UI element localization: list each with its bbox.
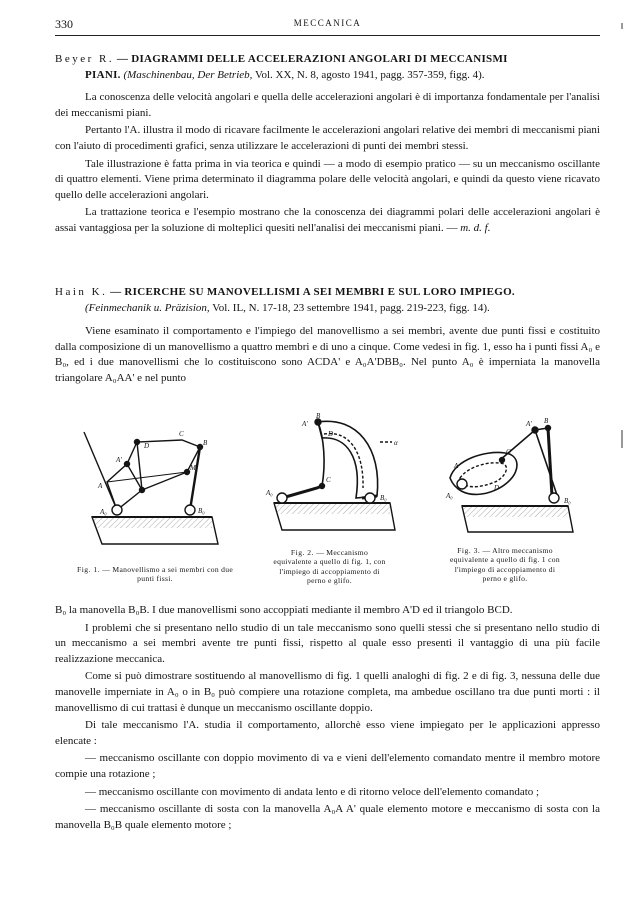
article-source-details: Vol. XX, N. 8, agosto 1941, pagg. 357-359, figg. 4). bbox=[254, 68, 485, 81]
list-item: — meccanismo oscillante di sosta con la manovella A₀A A' quale elemento motore e meccanismo di sosta con la manovella B₀B quale elemento motore ; bbox=[55, 803, 600, 831]
crank-a0 bbox=[282, 486, 322, 498]
figure-number: Fig. 1. bbox=[76, 565, 101, 574]
header-rule bbox=[55, 35, 600, 36]
pivot-b0 bbox=[549, 493, 559, 503]
figure-1-caption bbox=[70, 565, 240, 584]
figure-2-caption bbox=[272, 548, 387, 586]
body-paragraph: I problemi che si presentano nello studio di un tale meccanismo sono quelli stessi che si presentano nello studio di un meccanismo a sei membri avente tre punti fissi, rispetto al quale esso presenti il vantaggio di una più facile realizzazione meccanica. bbox=[55, 621, 600, 665]
figure-number: Fig. 2. bbox=[290, 548, 314, 557]
crank-link bbox=[318, 422, 324, 486]
label-b: B bbox=[203, 439, 208, 447]
rocker-link bbox=[84, 432, 117, 510]
article-source-journal: (Maschinenbau, Der Betrieb, bbox=[123, 68, 253, 81]
body-paragraph: Tale illustrazione è fatta prima in via teorica e quindi — a modo di esempio pratico — su un meccanismo oscillante di quattro elementi. Viene prima determinato il diagramma polare delle velocità angolari, e quindi da questo viene ricavato quello delle accelerazioni angolari. bbox=[55, 157, 600, 201]
article-title: — RICERCHE SU MANOVELLISMI A SEI MEMBRI E SUL LORO IMPIEGO. bbox=[110, 286, 515, 298]
list-item: — meccanismo oscillante con doppio movimento di va e vieni dell'elemento comandato mentre il membro motore compie una rotazione ; bbox=[55, 752, 600, 780]
label-b0: B₀ bbox=[198, 507, 205, 515]
pivot-a0 bbox=[112, 505, 122, 515]
label-a-prime: A' bbox=[302, 420, 308, 428]
figure-3 bbox=[440, 408, 590, 543]
body-paragraph: Viene esaminato il comportamento e l'impiego del manovellismo a sei membri, avente due punti fissi e costituito dalla composizione di un manovellismo a quattro membri e di uno a cinque. Come vedesi in fig. 1, esso ha i punti fissi A₀ e B₀, ed i due manovellismi che lo costituiscono sono ACDA' e A₀A'DBB₀. Nel punto A₀ è imperniata la manovella triangolare A₀AA' e nel punto bbox=[55, 325, 600, 384]
label-a-prime: A' bbox=[116, 456, 122, 464]
article-title-continued: PIANI. bbox=[85, 68, 121, 81]
body-paragraph-text: La trattazione teorica e l'esempio mostrano che la conoscenza dei diagrammi polari delle accelerazioni angolari è assai vantaggiosa per la soluzione di molteplici quesiti nell'analisi dei meccanismi piani. — bbox=[55, 206, 600, 234]
figure-number: Fig. 3. bbox=[457, 546, 481, 555]
figure-1 bbox=[72, 412, 232, 562]
crank-b0 bbox=[548, 428, 552, 496]
label-c: C bbox=[506, 448, 511, 456]
figure-3-drawing bbox=[440, 408, 590, 543]
label-a: A bbox=[454, 462, 459, 470]
article-author: Hain K. bbox=[55, 286, 108, 298]
figure-caption-text: — Meccanismo equivalente a quello di fig. 1, con l'impiego di accoppiamento di perno e glifo. bbox=[273, 548, 386, 586]
label-b: B bbox=[544, 417, 549, 425]
article-hain bbox=[55, 285, 600, 389]
list-item: — meccanismo oscillante con movimento di andata lento e di ritorno veloce dell'elemento comandato ; bbox=[85, 785, 540, 798]
label-a: A bbox=[98, 482, 103, 490]
figure-3-caption bbox=[446, 546, 564, 584]
margin-mark bbox=[621, 23, 623, 29]
running-head bbox=[55, 17, 600, 31]
article-reference bbox=[55, 52, 600, 83]
reviewer-signature: m. d. f. bbox=[460, 221, 491, 234]
article-beyer bbox=[55, 52, 600, 239]
body-paragraph: Di tale meccanismo l'A. studia il comportamento, allorchè esso viene impiegato per le applicazioni appresso elencate : bbox=[55, 719, 600, 747]
figure-2 bbox=[262, 408, 412, 543]
label-d: D bbox=[494, 484, 500, 492]
figure-caption-text: — Manovellismo a sei membri con due punti fissi. bbox=[102, 565, 234, 584]
label-alpha: α bbox=[394, 439, 398, 447]
label-m: M bbox=[190, 464, 196, 472]
article-source-journal: (Feinmechanik u. Präzision, bbox=[85, 301, 210, 314]
link-b0b bbox=[535, 430, 558, 498]
label-a-prime: A' bbox=[526, 420, 532, 428]
page-number: 330 bbox=[55, 17, 73, 31]
label-b0: B₀ bbox=[564, 497, 571, 505]
label-a0: A₀ bbox=[100, 508, 107, 516]
article-author: Beyer R. bbox=[55, 53, 115, 65]
figure-1-drawing bbox=[72, 412, 232, 562]
pivot-a0 bbox=[457, 479, 467, 489]
label-b0: B₀ bbox=[380, 494, 387, 502]
article-hain-continued bbox=[55, 603, 600, 835]
body-paragraph: La conoscenza delle velocità angolari e quella delle accelerazioni angolari è di importanza fondamentale per l'analisi dei meccanismi piani. bbox=[55, 91, 600, 119]
body-paragraph-continued: B₀ la manovella B₀B. I due manovellismi sono accoppiati mediante il membro A'D ed il triangolo BCD. bbox=[55, 604, 513, 616]
body-paragraph: Pertanto l'A. illustra il modo di ricavare facilmente le accelerazioni angolari relative dei membri di meccanismi piani con l'aiuto di procedimenti grafici, senza utilizzare le accelerazioni di punti dei membri stessi. bbox=[55, 124, 600, 152]
pivot-b0 bbox=[365, 493, 375, 503]
figure-2-drawing bbox=[262, 408, 412, 543]
label-c: C bbox=[326, 476, 331, 484]
label-d: D bbox=[144, 442, 150, 450]
label-c: C bbox=[179, 430, 184, 438]
article-reference bbox=[55, 285, 600, 316]
label-a0: A₀ bbox=[266, 489, 273, 497]
label-b: B bbox=[316, 412, 321, 420]
figure-caption-text: — Altro meccanismo equivalente a quello di fig. 1 con l'impiego di accoppiamento di perno e glifo. bbox=[450, 546, 560, 584]
slotted-link bbox=[318, 421, 378, 498]
margin-mark bbox=[621, 430, 623, 448]
article-source-details: Vol. IL, N. 17-18, 23 settembre 1941, pagg. 219-223, figg. 14). bbox=[212, 301, 490, 314]
label-d: D bbox=[328, 430, 334, 438]
journal-name: MECCANICA bbox=[293, 18, 362, 28]
pivot-b0 bbox=[185, 505, 195, 515]
triangular-crank bbox=[107, 464, 142, 510]
body-paragraph: Come si può dimostrare sostituendo al manovellismo di fig. 1 quelli analoghi di fig. 2 e di fig. 3, nessuna delle due manovelle imperniate in A₀ o in B₀ può compiere una rotazione completa, ma ambedue oscillano tra due punti morti : il manovellismo di cui trattasi è dunque un meccanismo oscillante doppio. bbox=[55, 670, 600, 714]
label-a0: A₀ bbox=[446, 492, 453, 500]
pivot-a0 bbox=[277, 493, 287, 503]
article-title: — DIAGRAMMI DELLE ACCELERAZIONI ANGOLARI DI MECCANISMI bbox=[116, 53, 508, 65]
body-paragraph-final bbox=[55, 205, 600, 236]
